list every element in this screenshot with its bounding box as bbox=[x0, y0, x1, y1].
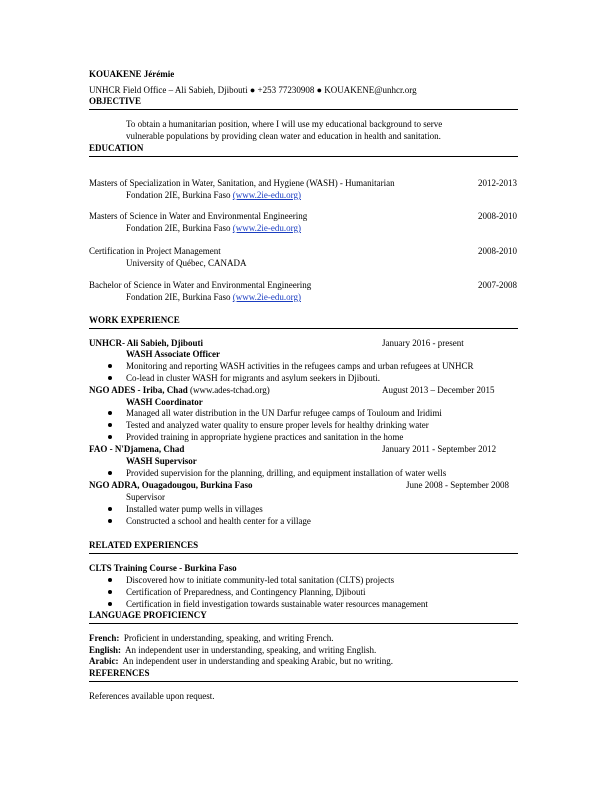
objective-text-1: To obtain a humanitarian position, where I will use my educational background to serve bbox=[126, 119, 443, 129]
language-item: English: An independent user in understanding, speaking, and writing English. bbox=[89, 645, 377, 655]
language-heading: LANGUAGE PROFICIENCY bbox=[89, 610, 207, 620]
references-text: References available upon request. bbox=[89, 691, 215, 701]
institution-link[interactable]: (www.2ie-edu.org) bbox=[232, 190, 301, 200]
education-heading: EDUCATION bbox=[89, 143, 144, 153]
bullet-icon bbox=[108, 516, 114, 522]
job-organization: UNHCR- Ali Sabieh, Djibouti bbox=[89, 338, 204, 348]
education-dates: 2007-2008 bbox=[478, 280, 517, 290]
institution-link[interactable]: (www.2ie-edu.org) bbox=[232, 292, 301, 302]
job-dates: August 2013 – December 2015 bbox=[382, 385, 495, 395]
bullet-icon bbox=[108, 504, 114, 510]
job-organization-line bbox=[89, 385, 270, 397]
divider bbox=[89, 623, 518, 624]
job-bullet: Managed all water distribution in the UN Darfur refugee camps of Touloum and Iridimi bbox=[126, 408, 442, 418]
candidate-name: KOUAKENE Jérémie bbox=[89, 69, 175, 79]
references-heading: REFERENCES bbox=[89, 668, 150, 678]
job-bullet: Monitoring and reporting WASH activities in the refugees camps and urban refugees at UNHCR bbox=[126, 361, 474, 371]
degree-title: Bachelor of Science in Water and Environmental Engineering bbox=[89, 280, 312, 290]
job-bullet: Constructed a school and health center for a village bbox=[126, 516, 311, 526]
job-org-website: (www.ades-tchad.org) bbox=[190, 385, 270, 395]
related-course: CLTS Training Course - Burkina Faso bbox=[89, 563, 237, 573]
bullet-icon bbox=[108, 373, 114, 379]
job-bullet: Provided supervision for the planning, drilling, and equipment installation of water wells bbox=[126, 468, 447, 478]
language-item: Arabic: An independent user in understanding and speaking Arabic, but no writing. bbox=[89, 656, 393, 666]
institution: Fondation 2IE, Burkina Faso (www.2ie-edu.org) bbox=[126, 190, 301, 200]
bullet-icon bbox=[108, 408, 114, 414]
work-heading: WORK EXPERIENCE bbox=[89, 315, 180, 325]
language-item: French: Proficient in understanding, speaking, and writing French. bbox=[89, 633, 334, 643]
education-dates: 2008-2010 bbox=[478, 246, 517, 256]
job-bullet: Co-lead in cluster WASH for migrants and asylum seekers in Djibouti. bbox=[126, 373, 381, 383]
education-dates: 2012-2013 bbox=[478, 178, 517, 188]
job-role: WASH Supervisor bbox=[126, 456, 197, 466]
bullet-icon bbox=[108, 361, 114, 367]
job-bullet: Tested and analyzed water quality to ensure proper levels for healthy drinking water bbox=[126, 420, 429, 430]
job-dates: June 2008 - September 2008 bbox=[406, 480, 509, 490]
related-bullet: Discovered how to initiate community-led total sanitation (CLTS) projects bbox=[126, 575, 395, 585]
job-role: Supervisor bbox=[126, 492, 165, 502]
job-dates: January 2011 - September 2012 bbox=[382, 444, 497, 454]
related-bullet: Certification of Preparedness, and Contingency Planning, Djibouti bbox=[126, 587, 366, 597]
objective-text-2: vulnerable populations by providing clean water and education in health and sanitation. bbox=[126, 131, 441, 141]
job-organization: NGO ADES - Iriba, Chad bbox=[89, 385, 188, 395]
bullet-icon bbox=[108, 587, 114, 593]
job-organization: FAO - N'Djamena, Chad bbox=[89, 444, 185, 454]
related-bullet: Certification in field investigation towards sustainable water resources management bbox=[126, 599, 428, 609]
divider bbox=[89, 328, 518, 329]
degree-title: Masters of Specialization in Water, Sanitation, and Hygiene (WASH) - Humanitarian bbox=[89, 178, 395, 188]
degree-title: Masters of Science in Water and Environmental Engineering bbox=[89, 211, 308, 221]
bullet-icon bbox=[108, 468, 114, 474]
job-dates: January 2016 - present bbox=[382, 338, 464, 348]
institution-link[interactable]: (www.2ie-edu.org) bbox=[232, 223, 301, 233]
bullet-icon bbox=[108, 432, 114, 438]
job-bullet: Provided training in appropriate hygiene practices and sanitation in the home bbox=[126, 432, 404, 442]
job-bullet: Installed water pump wells in villages bbox=[126, 504, 263, 514]
degree-title: Certification in Project Management bbox=[89, 246, 221, 256]
bullet-icon bbox=[108, 575, 114, 581]
job-role: WASH Associate Officer bbox=[126, 349, 220, 359]
objective-heading: OBJECTIVE bbox=[89, 96, 142, 106]
divider bbox=[89, 681, 518, 682]
divider bbox=[89, 553, 518, 554]
job-role: WASH Coordinator bbox=[126, 397, 203, 407]
education-dates: 2008-2010 bbox=[478, 211, 517, 221]
contact-line: UNHCR Field Office – Ali Sabieh, Djibouti ● +253 77230908 ● KOUAKENE@unhcr.org bbox=[89, 85, 417, 95]
job-organization: NGO ADRA, Ouagadougou, Burkina Faso bbox=[89, 480, 253, 490]
divider bbox=[89, 156, 518, 157]
institution: Fondation 2IE, Burkina Faso (www.2ie-edu.org) bbox=[126, 292, 301, 302]
related-heading: RELATED EXPERIENCES bbox=[89, 540, 199, 550]
bullet-icon bbox=[108, 599, 114, 605]
divider bbox=[89, 109, 518, 110]
institution: Fondation 2IE, Burkina Faso (www.2ie-edu.org) bbox=[126, 223, 301, 233]
bullet-icon bbox=[108, 420, 114, 426]
institution: University of Québec, CANADA bbox=[126, 258, 247, 268]
